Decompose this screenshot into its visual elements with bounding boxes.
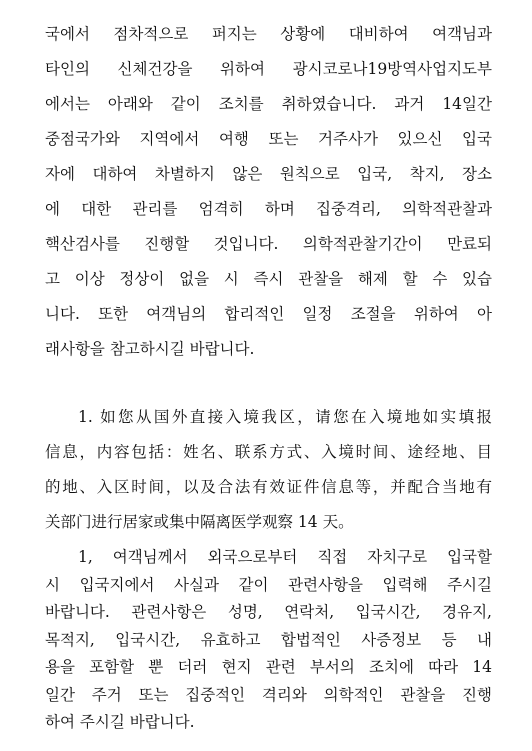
text-line: 타인의 신체건강을 위하여 광시코로나19방역사업지도부 — [45, 60, 492, 78]
text-line: 국에서 점차적으로 퍼지는 상황에 대비하여 여객님과 — [45, 25, 492, 43]
text-line: 에서는 아래와 같이 조치를 취하였습니다. 과거 14일간 — [45, 95, 492, 113]
text-line: 关部门进行居家或集中隔离医学观察 14 天。 — [45, 513, 354, 531]
text-line: 的地、入区时间，以及合法有效证件信息等，并配合当地有 — [45, 478, 492, 496]
text-line: 信息，内容包括：姓名、联系方式、入境时间、途经地、目 — [45, 443, 492, 461]
text-line: 용을 포함할 뿐 더러 현지 관련 부서의 조치에 따라 14 — [45, 658, 492, 676]
text-line: 핵산검사를 진행할 것입니다. 의학적관찰기간이 만료되 — [45, 235, 492, 253]
text-line: 니다. 또한 여객님의 합리적인 일정 조절을 위하여 아 — [45, 305, 492, 323]
text-line: 자에 대하여 차별하지 않은 원칙으로 입국, 착지, 장소 — [45, 165, 492, 183]
text-line: 시 입국지에서 사실과 같이 관련사항을 입력해 주시길 — [45, 576, 492, 594]
text-line: 바랍니다. 관련사항은 성명, 연락처, 입국시간, 경유지, — [45, 603, 492, 621]
text-line: 래사항을 참고하시길 바랍니다. — [45, 340, 255, 358]
text-line: 중점국가와 지역에서 여행 또는 거주사가 있으신 입국 — [45, 130, 492, 148]
text-line: 목적지, 입국시간, 유효하고 합법적인 사증정보 등 내 — [45, 631, 492, 649]
text-line: 1, 여객님께서 외국으로부터 직접 자치구로 입국할 — [78, 548, 492, 566]
text-line: 일간 주거 또는 집중적인 격리와 의학적인 관찰을 진행 — [45, 686, 492, 704]
text-line: 하여 주시길 바랍니다. — [45, 713, 195, 731]
text-line: 1. 如您从国外直接入境我区，请您在入境地如实填报 — [78, 408, 492, 426]
text-line: 고 이상 정상이 없을 시 즉시 관찰을 해제 할 수 있습 — [45, 270, 492, 288]
text-line: 에 대한 관리를 엄격히 하며 집중격리, 의학적관찰과 — [45, 200, 492, 218]
